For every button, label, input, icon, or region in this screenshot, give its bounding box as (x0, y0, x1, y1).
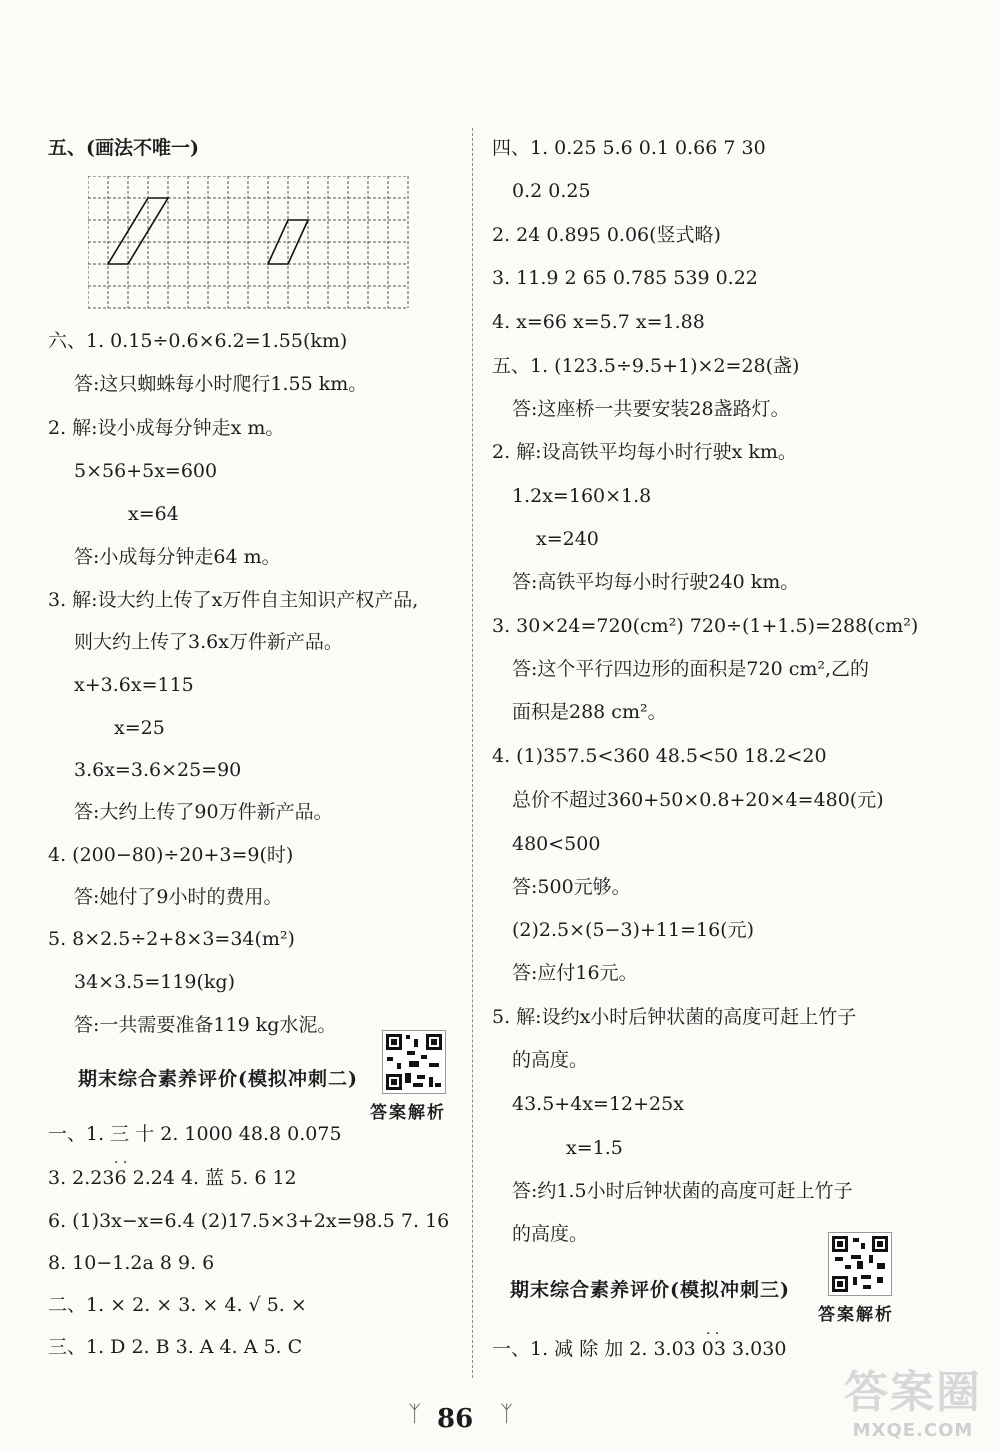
r-s5-q4-c: 480<500 (512, 833, 601, 855)
dot-marks-236: · · (114, 1155, 128, 1171)
footer-leaf-right-icon: ᛉ (500, 1402, 514, 1427)
s4-q1: 四、1. 0.25 5.6 0.1 0.66 7 30 (492, 137, 766, 159)
r-s5-q3: 3. 30×24=720(cm²) 720÷(1+1.5)=288(cm²) (492, 615, 919, 637)
watermark-url: MXQE.COM (852, 1420, 974, 1441)
page-number: 86 (437, 1404, 474, 1434)
s6-q3-eq3: 3.6x=3.6×25=90 (74, 759, 242, 781)
r-s5-q3-answer2: 面积是288 cm²。 (512, 701, 667, 723)
s6-q2-eq1: 5×56+5x=600 (74, 460, 218, 482)
section-5-title: 五、(画法不唯一) (48, 137, 199, 159)
s6-q5-eq: 34×3.5=119(kg) (74, 971, 235, 993)
footer-leaf-left-icon: ᛉ (408, 1402, 422, 1427)
s6-q2-head: 2. 解:设小成每分钟走x m。 (48, 417, 285, 439)
exam2-row3: 6. (1)3x−x=6.4 (2)17.5×3+2x=98.5 7. 16 (48, 1210, 450, 1232)
exam2-row4: 8. 10−1.2a 8 9. 6 (48, 1252, 215, 1274)
s6-q2-answer: 答:小成每分钟走64 m。 (74, 546, 281, 568)
s6-q4-answer: 答:她付了9小时的费用。 (74, 886, 283, 908)
exam3-row1: 一、1. 减 除 加 2. 3.03 03 3.030 (492, 1338, 787, 1360)
exam2-title: 期末综合素养评价(模拟冲刺二) (78, 1068, 358, 1090)
s6-q1-answer: 答:这只蜘蛛每小时爬行1.55 km。 (74, 373, 368, 395)
r-s5-q5-eq1: 43.5+4x=12+25x (512, 1093, 684, 1115)
qr-label-exam3: 答案解析 (818, 1305, 894, 1325)
r-s5-q4-answer: 答:500元够。 (512, 876, 631, 898)
qr-code-exam3[interactable] (828, 1232, 892, 1296)
s6-q4: 4. (200−80)÷20+3=9(时) (48, 844, 294, 866)
r-s5-q2-head: 2. 解:设高铁平均每小时行驶x km。 (492, 441, 797, 463)
r-s5-q4: 4. (1)357.5<360 48.5<50 18.2<20 (492, 745, 827, 767)
s6-q3-head: 3. 解:设大约上传了x万件自主知识产权产品, (48, 589, 419, 611)
exam3-title: 期末综合素养评价(模拟冲刺三) (510, 1279, 790, 1301)
r-s5-q5-answer2: 的高度。 (512, 1223, 589, 1245)
s6-q3-head2: 则大约上传了3.6x万件新产品。 (74, 631, 343, 653)
r-s5-q2-eq1: 1.2x=160×1.8 (512, 485, 652, 507)
s4-q4: 4. x=66 x=5.7 x=1.88 (492, 311, 705, 333)
s6-q3-answer: 答:大约上传了90万件新产品。 (74, 801, 333, 823)
r-s5-q4-d: (2)2.5×(5−3)+11=16(元) (512, 919, 754, 941)
r-s5-q3-answer: 答:这个平行四边形的面积是720 cm²,乙的 (512, 658, 870, 680)
qr-label-exam2: 答案解析 (370, 1103, 446, 1123)
r-s5-q5-head2: 的高度。 (512, 1049, 589, 1071)
s6-q3-eq1: x+3.6x=115 (74, 674, 194, 696)
r-s5-q1-answer: 答:这座桥一共要安装28盏路灯。 (512, 398, 790, 420)
r-s5-q2-eq2: x=240 (536, 528, 599, 550)
s6-q3-eq2: x=25 (114, 717, 165, 739)
r-s5-q1: 五、1. (123.5÷9.5+1)×2=28(盏) (492, 355, 800, 377)
r-s5-q5-head: 5. 解:设约x小时后钟状菌的高度可赶上竹子 (492, 1006, 857, 1028)
exam2-row6: 三、1. D 2. B 3. A 4. A 5. C (48, 1336, 303, 1358)
exam2-row5: 二、1. × 2. × 3. × 4. √ 5. × (48, 1294, 307, 1316)
parallelogram-grid-figure (88, 176, 410, 314)
column-divider (472, 128, 473, 1378)
r-s5-q4-b: 总价不超过360+50×0.8+20×4=480(元) (512, 789, 884, 811)
s4-q2: 2. 24 0.895 0.06(竖式略) (492, 224, 721, 246)
r-s5-q5-answer: 答:约1.5小时后钟状菌的高度可赶上竹子 (512, 1180, 853, 1202)
s6-q5: 5. 8×2.5÷2+8×3=34(m²) (48, 928, 295, 950)
dot-marks-303: · · (706, 1326, 720, 1342)
s6-q2-eq2: x=64 (128, 503, 179, 525)
qr-code-exam2[interactable] (382, 1030, 446, 1094)
s4-q1b: 0.2 0.25 (512, 180, 591, 202)
r-s5-q2-answer: 答:高铁平均每小时行驶240 km。 (512, 571, 800, 593)
s4-q3: 3. 11.9 2 65 0.785 539 0.22 (492, 267, 758, 289)
watermark-big-text: 答案圈 (844, 1367, 982, 1418)
exam2-row1: 一、1. 三 十 2. 1000 48.8 0.075 (48, 1123, 342, 1145)
exam2-row2: 3. 2.236 2.24 4. 蓝 5. 6 12 (48, 1167, 297, 1189)
watermark-logo (844, 1356, 982, 1441)
r-s5-q5-eq2: x=1.5 (566, 1137, 623, 1159)
s6-q5-answer: 答:一共需要准备119 kg水泥。 (74, 1014, 337, 1036)
r-s5-q4-answer2: 答:应付16元。 (512, 962, 638, 984)
s6-q1: 六、1. 0.15÷0.6×6.2=1.55(km) (48, 330, 348, 352)
